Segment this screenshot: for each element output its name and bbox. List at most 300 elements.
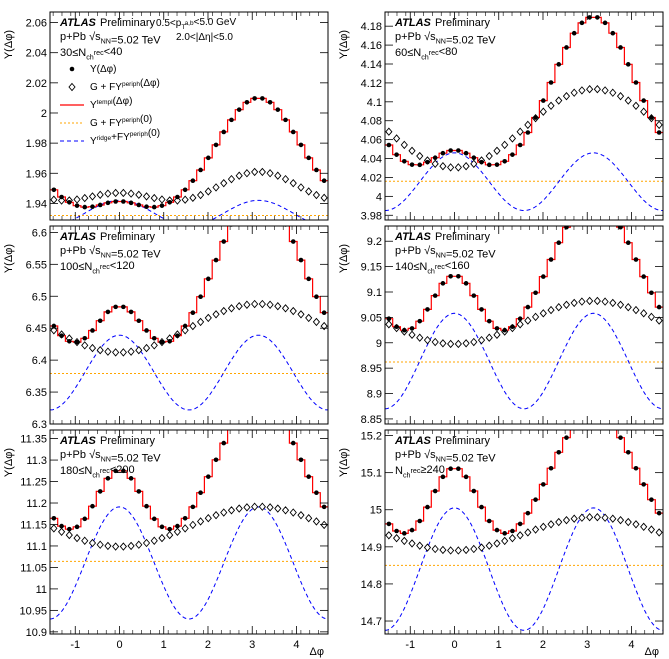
data-point [152, 517, 157, 522]
fg-point [298, 512, 304, 519]
fg-point [151, 537, 157, 544]
fg-point [144, 539, 150, 546]
atlas-label [394, 231, 496, 275]
data-point [52, 516, 57, 521]
fg-point [641, 108, 647, 115]
data-point [59, 333, 64, 338]
y-tick-label: 9.05 [360, 312, 382, 325]
data-point [167, 527, 172, 532]
fg-point [252, 168, 258, 175]
x-tick-label: -1 [405, 639, 416, 651]
data-point [167, 200, 172, 205]
data-point [394, 152, 399, 157]
fg-point [82, 195, 88, 202]
data-point [448, 148, 453, 153]
data-point [121, 305, 126, 310]
fg-point [525, 317, 531, 324]
y-tick-label: 9.1 [366, 287, 382, 299]
fg-point [656, 121, 662, 128]
fg-point [563, 93, 569, 100]
data-point [526, 511, 531, 516]
data-point [221, 441, 226, 446]
data-point [549, 257, 554, 262]
fg-point [587, 86, 593, 93]
data-point [649, 497, 654, 502]
data-point [580, 21, 585, 26]
fg-point [517, 321, 523, 328]
fg-point [136, 347, 142, 354]
centrality-label: $30\le N_{ch}^{rec}<40$ [60, 45, 123, 62]
atlas-name: ATLAS [60, 435, 96, 447]
panel-3 [3, 192, 328, 431]
data-point [464, 151, 469, 156]
y-tick-label: 1.98 [25, 138, 47, 151]
fg-point [252, 301, 258, 308]
legend-data: Y(Δφ) [90, 64, 117, 75]
y-tick-label: 4.06 [360, 134, 382, 147]
data-point [464, 475, 469, 480]
fg-point [267, 170, 273, 177]
fg-point [440, 340, 446, 347]
data-point [206, 474, 211, 479]
centrality-label: $180\le N_{ch}^{rec}<200$ [60, 463, 135, 480]
fg-point [509, 535, 515, 542]
plot-area [385, 198, 663, 409]
data-point [572, 212, 577, 217]
y-tick-label: 15 [369, 504, 382, 517]
ridge-curve [50, 200, 328, 226]
data-point [472, 155, 477, 160]
fg-point [213, 184, 219, 191]
centrality-label: $140\le N_{ch}^{rec}<160$ [395, 259, 470, 276]
data-point [649, 290, 654, 295]
fg-point [313, 318, 319, 325]
data-point [175, 333, 180, 338]
fg-point [409, 147, 415, 154]
data-point [106, 310, 111, 315]
data-point [394, 324, 399, 329]
data-point [387, 522, 392, 527]
fg-point [74, 196, 80, 203]
data-point [603, 414, 608, 419]
fg-point [401, 537, 407, 544]
data-point [314, 168, 319, 173]
data-point [417, 319, 422, 324]
fg-point [105, 190, 111, 197]
y-tick-label: 4.18 [360, 21, 382, 34]
data-point [98, 203, 103, 208]
data-point [502, 159, 507, 164]
fg-point [463, 546, 469, 553]
y-tick-label: 11.2 [26, 498, 47, 511]
data-point [456, 466, 461, 471]
y-tick-label: 11.1 [26, 540, 47, 553]
data-point [52, 324, 57, 329]
y-tick-label: 4.04 [360, 153, 382, 166]
data-point [564, 45, 569, 50]
fg-point [502, 537, 508, 544]
y-tick-label: 6.6 [31, 227, 47, 240]
y-tick-label: 11 [35, 583, 47, 596]
data-point [518, 522, 523, 527]
fg-point [236, 303, 242, 310]
data-point [549, 466, 554, 471]
atlas-name: ATLAS [60, 17, 96, 29]
data-point [402, 328, 407, 333]
data-point [137, 489, 142, 494]
centrality-label: $N_{ch}^{rec}\ge 240$ [395, 463, 445, 480]
data-point [306, 474, 311, 479]
fg-point [479, 337, 485, 344]
data-point [433, 293, 438, 298]
panel-6 [338, 410, 663, 658]
fg-point [74, 535, 80, 542]
fg-point [120, 349, 126, 356]
data-point [276, 107, 281, 112]
data-point [82, 517, 87, 522]
atlas-status: Preliminary [435, 231, 491, 243]
fg-point [610, 299, 616, 306]
fg-point [205, 314, 211, 321]
data-point [229, 118, 234, 123]
fg-point [275, 303, 281, 310]
centrality-label: $100\le N_{ch}^{rec}<120$ [60, 259, 135, 276]
data-point [291, 130, 296, 135]
x-tick-label: 3 [584, 639, 591, 651]
fg-point [509, 135, 515, 142]
y-tick-label: 2.02 [25, 77, 47, 90]
data-point [268, 100, 273, 105]
fg-point [494, 540, 500, 547]
fg-point [417, 334, 423, 341]
data-point [487, 519, 492, 524]
data-point [191, 505, 196, 510]
system-label: p+Pb $√s_{NN}=5.02$ TeV [60, 31, 161, 47]
data-point [402, 531, 407, 536]
data-point [634, 80, 639, 85]
data-point [299, 258, 304, 263]
data-point [214, 258, 219, 263]
data-point [283, 425, 288, 430]
data-point [572, 31, 577, 36]
fg-point [594, 297, 600, 304]
fg-point [641, 523, 647, 530]
fg-point [486, 542, 492, 549]
y-tick-label: 10.95 [19, 605, 47, 618]
data-point [229, 425, 234, 430]
y-tick-label: 6.3 [31, 419, 47, 431]
data-point [533, 497, 538, 502]
fg-point [228, 507, 234, 514]
fg-point [113, 189, 119, 196]
data-point [595, 198, 600, 203]
atlas-label [59, 435, 161, 479]
fg-point [182, 196, 188, 203]
fg-point [633, 521, 639, 528]
data-point [448, 274, 453, 279]
fg-point [533, 526, 539, 533]
y-axis-label: Y(Δφ) [3, 448, 15, 478]
fg-point [128, 542, 134, 549]
data-point [533, 290, 538, 295]
data-point [510, 152, 515, 157]
fg-point [432, 545, 438, 552]
fg-point [610, 515, 616, 522]
fg-point [244, 504, 250, 511]
fg-point [525, 121, 531, 128]
fg-point [113, 349, 119, 356]
y-axis-label: Y(Δφ) [338, 30, 350, 60]
y-tick-label: 15.1 [360, 467, 382, 480]
data-point [580, 414, 585, 419]
atlas-label [59, 231, 161, 275]
data-point [221, 130, 226, 135]
data-point [252, 96, 257, 101]
x-tick-label: 3 [249, 639, 256, 651]
data-point [541, 274, 546, 279]
fg-point [455, 547, 461, 554]
system-label: p+Pb $√s_{NN}=5.02$ TeV [395, 449, 496, 465]
data-point [129, 310, 134, 315]
data-point [214, 457, 219, 462]
data-point [75, 340, 80, 345]
y-tick-label: 6.55 [25, 259, 47, 272]
data-point [626, 450, 631, 455]
x-axis-label: Δφ [644, 646, 659, 658]
data-point [214, 143, 219, 148]
data-point [564, 435, 569, 440]
fg-point [648, 526, 654, 533]
data-point [641, 98, 646, 103]
data-point [611, 212, 616, 217]
fg-point [97, 541, 103, 548]
data-point [276, 208, 281, 213]
y-tick-label: 9 [375, 337, 382, 350]
y-tick-label: 14.9 [360, 541, 382, 554]
y-tick-label: 15.2 [360, 430, 382, 443]
fg-point [579, 87, 585, 94]
fg-point [290, 308, 296, 315]
data-point [657, 130, 662, 135]
y-tick-label: 1.94 [25, 198, 47, 211]
data-point [137, 203, 142, 208]
fg-point [105, 542, 111, 549]
x-axis-label: Δφ [309, 646, 324, 658]
fg-point [594, 86, 600, 93]
fg-point [494, 331, 500, 338]
fg-point [89, 193, 95, 200]
data-point [479, 505, 484, 510]
fg-point [174, 528, 180, 535]
data-point [618, 45, 623, 50]
data-point [291, 239, 296, 244]
fg-point [540, 108, 546, 115]
data-point [549, 80, 554, 85]
data-point [206, 156, 211, 161]
fg-point [386, 128, 392, 135]
data-point [526, 305, 531, 310]
fg-point [486, 153, 492, 160]
data-point [291, 441, 296, 446]
data-point [441, 281, 446, 286]
data-point [502, 328, 507, 333]
data-point [626, 62, 631, 67]
fg-point [213, 512, 219, 519]
x-tick-label: 2 [539, 639, 547, 651]
y-tick-label: 4.1 [366, 96, 382, 109]
data-point [67, 200, 72, 205]
data-point [603, 21, 608, 26]
fg-point [502, 141, 508, 148]
data-point [129, 201, 134, 206]
template-histogram [50, 98, 328, 207]
fg-point [198, 518, 204, 525]
data-point [425, 505, 430, 510]
data-point [657, 305, 662, 310]
data-point [618, 435, 623, 440]
fg-point [244, 301, 250, 308]
data-point [657, 511, 662, 516]
data-point [245, 403, 250, 408]
data-point [641, 274, 646, 279]
data-point [510, 529, 515, 534]
fg-point [417, 153, 423, 160]
data-point [587, 410, 592, 415]
fg-point [89, 539, 95, 546]
atlas-status: Preliminary [100, 435, 156, 447]
fg-point [448, 340, 454, 347]
data-point [90, 204, 95, 209]
fg-point [548, 102, 554, 109]
fg-point [290, 180, 296, 187]
data-point [410, 162, 415, 167]
data-point [495, 326, 500, 331]
fg-point [66, 532, 72, 539]
ridge-curve [385, 313, 663, 409]
data-point [479, 307, 484, 312]
fg-point [540, 523, 546, 530]
fg-point [136, 191, 142, 198]
fg-point [105, 348, 111, 355]
data-point [541, 482, 546, 487]
cut-deta: 2.0<|Δη|<5.0 [176, 32, 233, 43]
fg-point [641, 310, 647, 317]
fg-point [463, 163, 469, 170]
plot-area [50, 96, 328, 226]
data-point [283, 118, 288, 123]
fg-point [51, 196, 57, 203]
fg-point [517, 532, 523, 539]
x-tick-label: 4 [293, 639, 300, 651]
fg-point [267, 301, 273, 308]
data-point [152, 205, 157, 210]
panel-1 [3, 12, 328, 226]
fg-point [205, 188, 211, 195]
centrality-label: $60\le N_{ch}^{rec}<80$ [395, 45, 458, 62]
data-point [634, 466, 639, 471]
data-point [221, 239, 226, 244]
fg-point [190, 194, 196, 201]
data-point [52, 187, 57, 192]
atlas-status: Preliminary [435, 17, 491, 29]
fg-point [221, 308, 227, 315]
y-tick-label: 9.15 [360, 261, 382, 274]
data-point [67, 339, 72, 344]
atlas-label [394, 17, 496, 61]
y-tick-label: 11.25 [20, 476, 47, 489]
fg-point [563, 301, 569, 308]
data-point [144, 204, 149, 209]
atlas-status: Preliminary [100, 17, 156, 29]
fg-point [633, 307, 639, 314]
data-point [556, 240, 561, 245]
y-tick-label: 4.02 [360, 172, 382, 185]
fg-point [259, 168, 265, 175]
y-axis-label: Y(Δφ) [3, 244, 15, 274]
fg-point [618, 301, 624, 308]
fg-point [198, 192, 204, 199]
fg-point [602, 87, 608, 94]
fg-point [89, 345, 95, 352]
fg-point [625, 97, 631, 104]
atlas-status: Preliminary [100, 231, 156, 243]
x-tick-label: 4 [628, 639, 635, 651]
fg-point [275, 505, 281, 512]
y-tick-label: 2.06 [25, 17, 47, 30]
data-point [425, 307, 430, 312]
fg-point [471, 545, 477, 552]
fg-point [221, 180, 227, 187]
data-point [510, 324, 515, 329]
data-point [183, 187, 188, 192]
data-point [252, 399, 257, 404]
fg-point [486, 334, 492, 341]
fg-point [394, 135, 400, 142]
y-tick-label: 4.14 [360, 59, 382, 71]
fg-point [283, 176, 289, 183]
atlas-name: ATLAS [395, 435, 431, 447]
data-point [183, 516, 188, 521]
fg-point [182, 525, 188, 532]
ridge-curve [50, 507, 328, 619]
y-tick-label: 6.5 [31, 291, 47, 304]
fg-point [556, 97, 562, 104]
x-tick-label: -1 [70, 639, 81, 651]
data-point [98, 318, 103, 323]
y-tick-label: 11.05 [20, 562, 47, 575]
fg-point [236, 172, 242, 179]
data-point [59, 195, 64, 200]
fg-point [533, 313, 539, 320]
fg-point [525, 529, 531, 536]
fg-point [440, 546, 446, 553]
y-tick-label: 8.95 [360, 363, 382, 376]
fg-point [313, 518, 319, 525]
fg-point [306, 188, 312, 195]
fg-point [571, 89, 577, 96]
data-point [98, 489, 103, 494]
fg-point [298, 184, 304, 191]
data-point [206, 277, 211, 282]
fg-point [633, 102, 639, 109]
data-point [237, 107, 242, 112]
fg-point [471, 339, 477, 346]
fg-point [401, 141, 407, 148]
data-point [402, 159, 407, 164]
fg-point [656, 529, 662, 536]
y-tick-label: 2 [40, 107, 47, 120]
fg-point [463, 340, 469, 347]
